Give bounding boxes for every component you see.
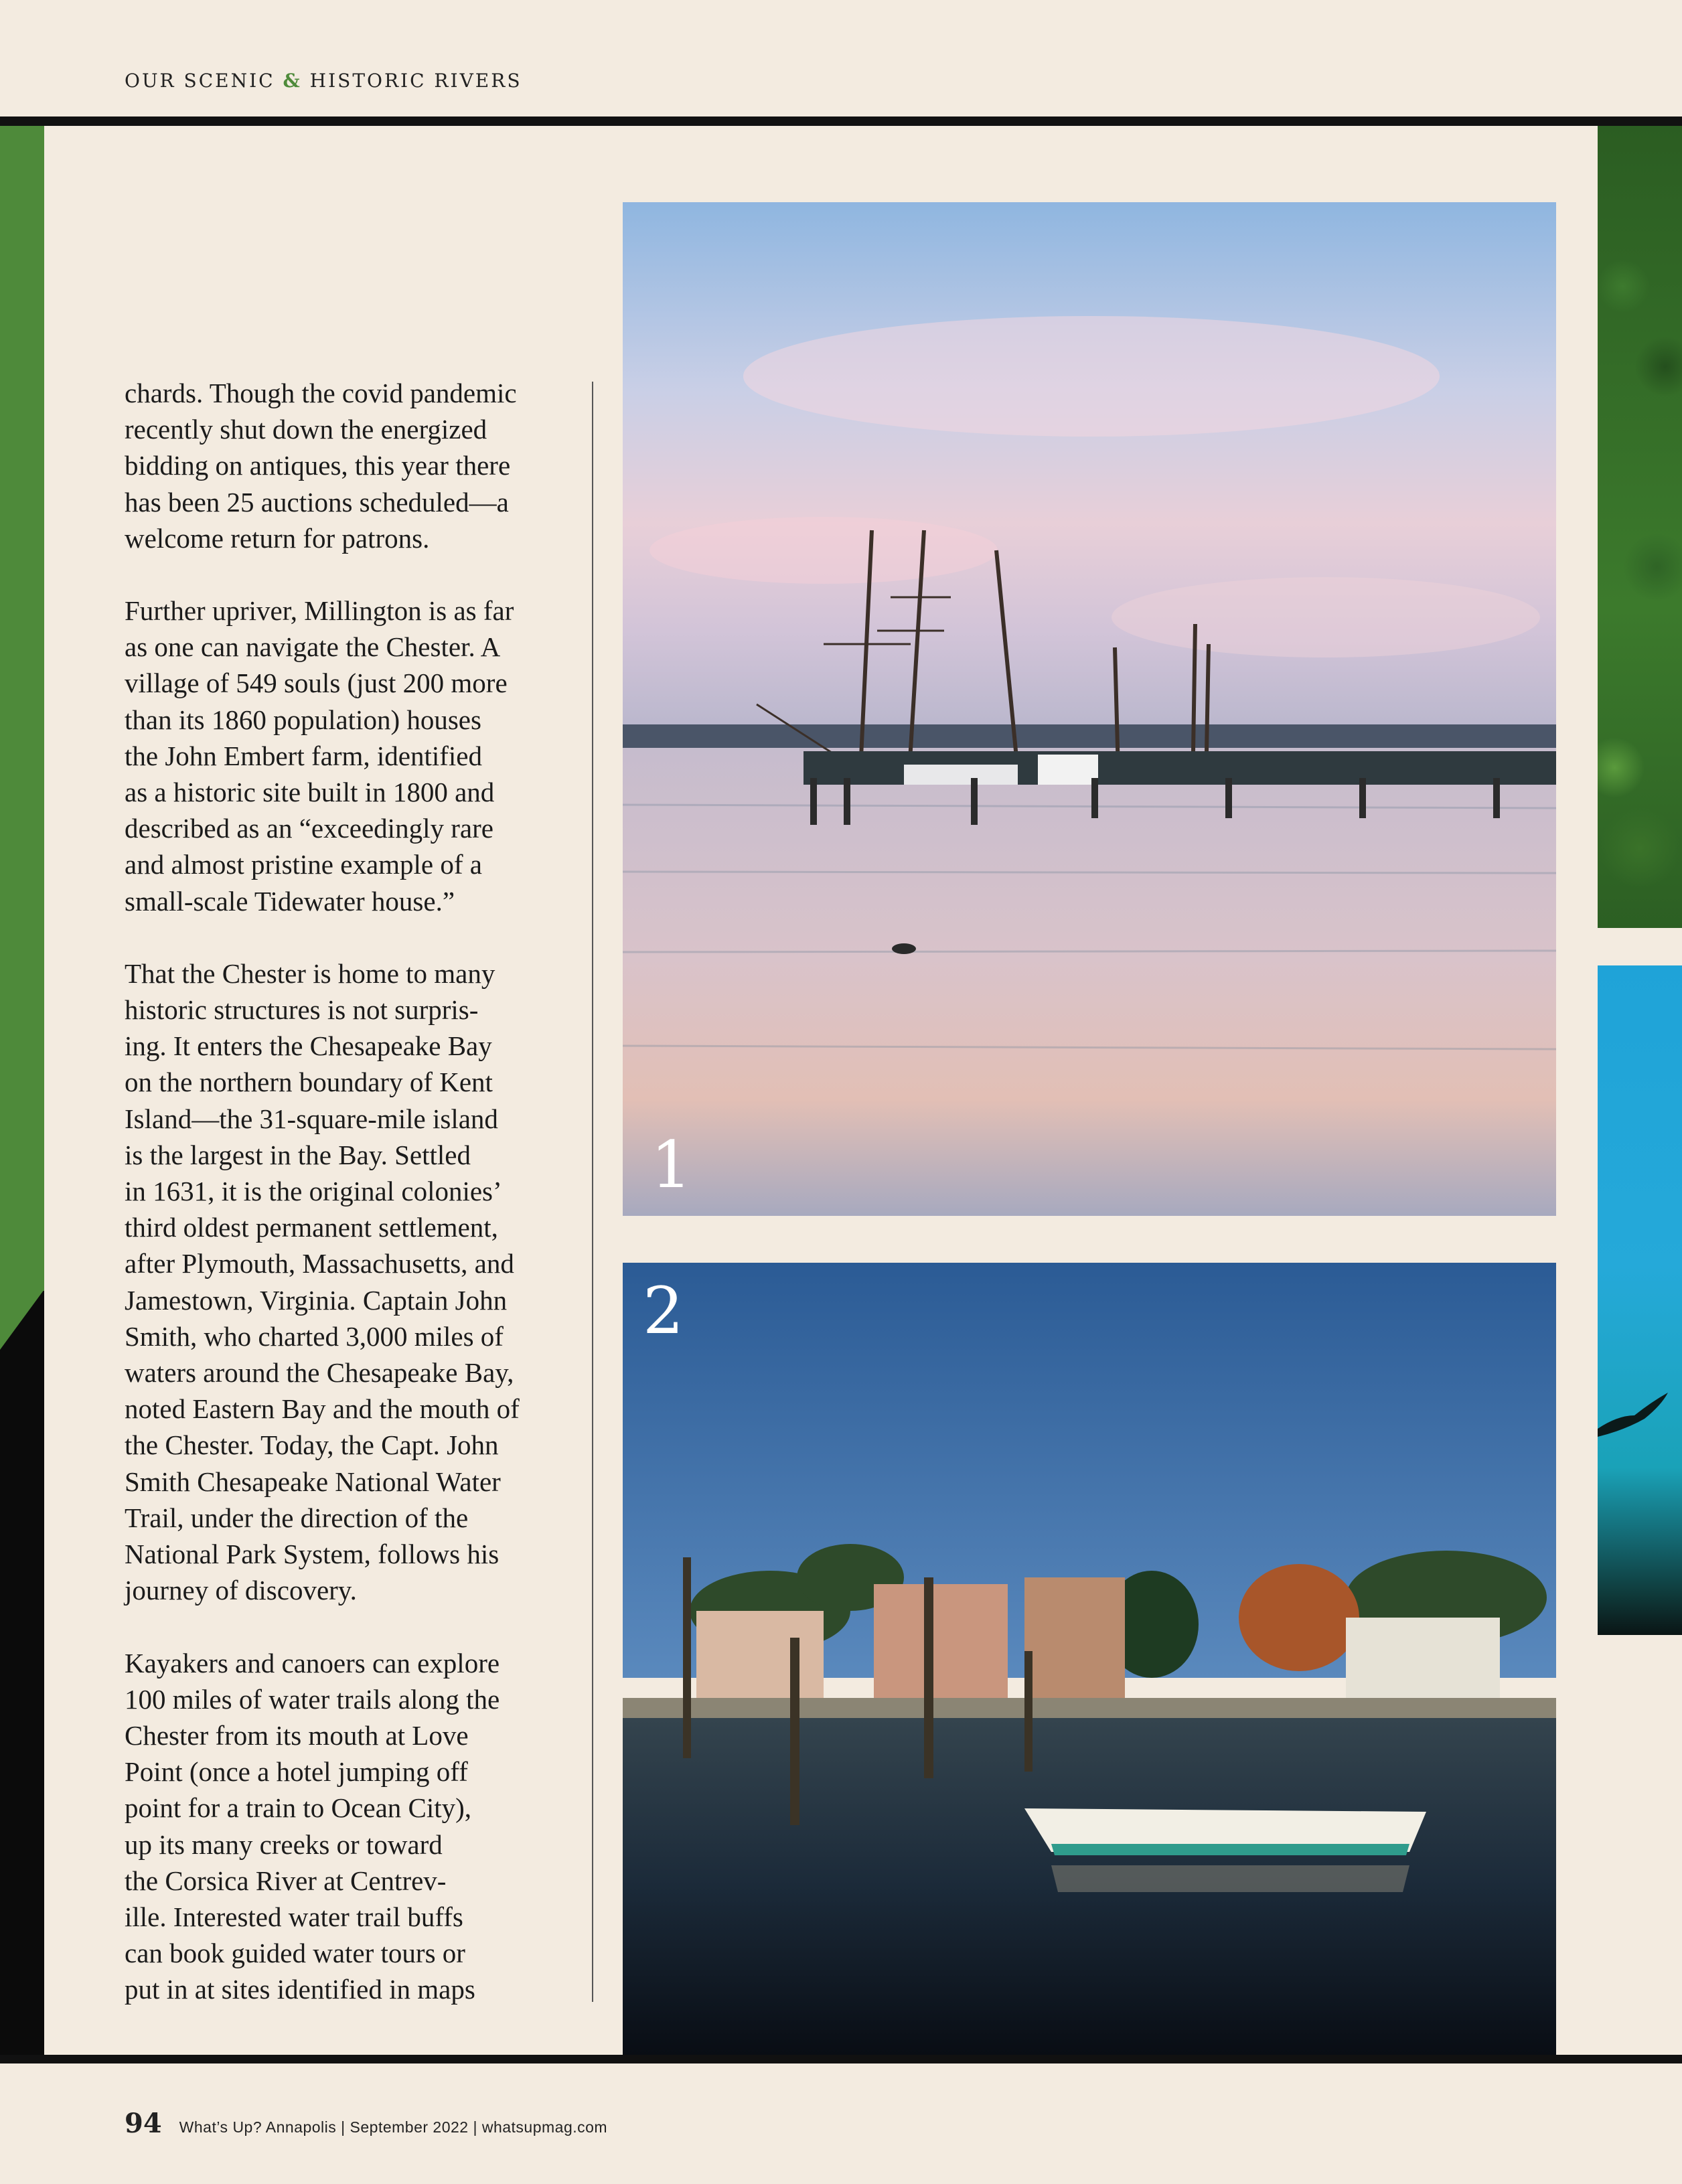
article-paragraph: Further upriver, Millington is as far as one can navigate the Chester. A village of 549 souls (just 200 more than its 1860 population) houses the John Embert farm, identified as a historic site built in 1800 and described as an “exceedingly rare and almost pristine example of a small-scale Tidewater house.”	[125, 595, 514, 917]
photo-number-1: 1	[651, 1127, 692, 1202]
green-accent-band	[0, 126, 44, 1291]
left-decorative-strip	[0, 126, 44, 2055]
page-number: 94	[125, 2108, 162, 2139]
photo-number-2: 2	[643, 1273, 684, 1348]
section-running-head	[125, 70, 522, 92]
tall-ships-illustration	[623, 202, 1556, 1216]
sky-photo-crop	[1598, 965, 1682, 1635]
bottom-rule	[0, 2055, 1682, 2063]
page-footer	[125, 2108, 607, 2139]
publication-credit: What’s Up? Annapolis | September 2022 | whatsupmag.com	[179, 2118, 608, 2136]
photo-tall-ships-harbor	[623, 202, 1556, 1216]
article-body	[125, 375, 566, 2044]
forest-aerial-photo	[1598, 126, 1682, 928]
right-photo-strip	[1598, 126, 1682, 2055]
waterfront-illustration	[623, 1263, 1556, 2055]
photo-waterfront-rowboat	[623, 1263, 1556, 2055]
article-paragraph: Kayakers and canoers can explore 100 miles of water trails along the Chester from its mouth at Love Point (once a hotel jumping off point for a train to Ocean City), up its many creeks or toward the Corsica River at Centrev- ille. Interested water trail buffs can book guided water tours or put in at sites identified in maps	[125, 1647, 500, 2005]
top-rule	[0, 116, 1682, 126]
green-accent-diagonal	[0, 1290, 44, 1350]
article-paragraph: chards. Though the covid pandemic recently shut down the energized bidding on antiques, this year there has been 25 auctions scheduled—a welcome return for patrons.	[125, 378, 517, 554]
column-rule	[592, 382, 593, 2002]
bird-silhouette-icon	[1598, 1389, 1671, 1442]
section-title-part1: OUR SCENIC	[125, 70, 275, 92]
article-paragraph: That the Chester is home to many historic structures is not surpris- ing. It enters the Chesapeake Bay on the northern boundary of Kent Island—the 31-square-mile island is the largest in the Bay. Settled in 1631, it is the original colonies’ third oldest permanent settlement, after Plymouth, Massachusetts, and Jamestown, Virginia. Captain John Smith, who charted 3,000 miles of waters around the Chesapeake Bay, noted Eastern Bay and the mouth of the Chester. Today, the Capt. John Smith Chesapeake National Water Trail, under the direction of the National Park System, follows his journey of discovery.	[125, 957, 520, 1606]
section-title-ampersand: &	[283, 70, 302, 92]
section-title-part2: HISTORIC RIVERS	[309, 70, 522, 92]
